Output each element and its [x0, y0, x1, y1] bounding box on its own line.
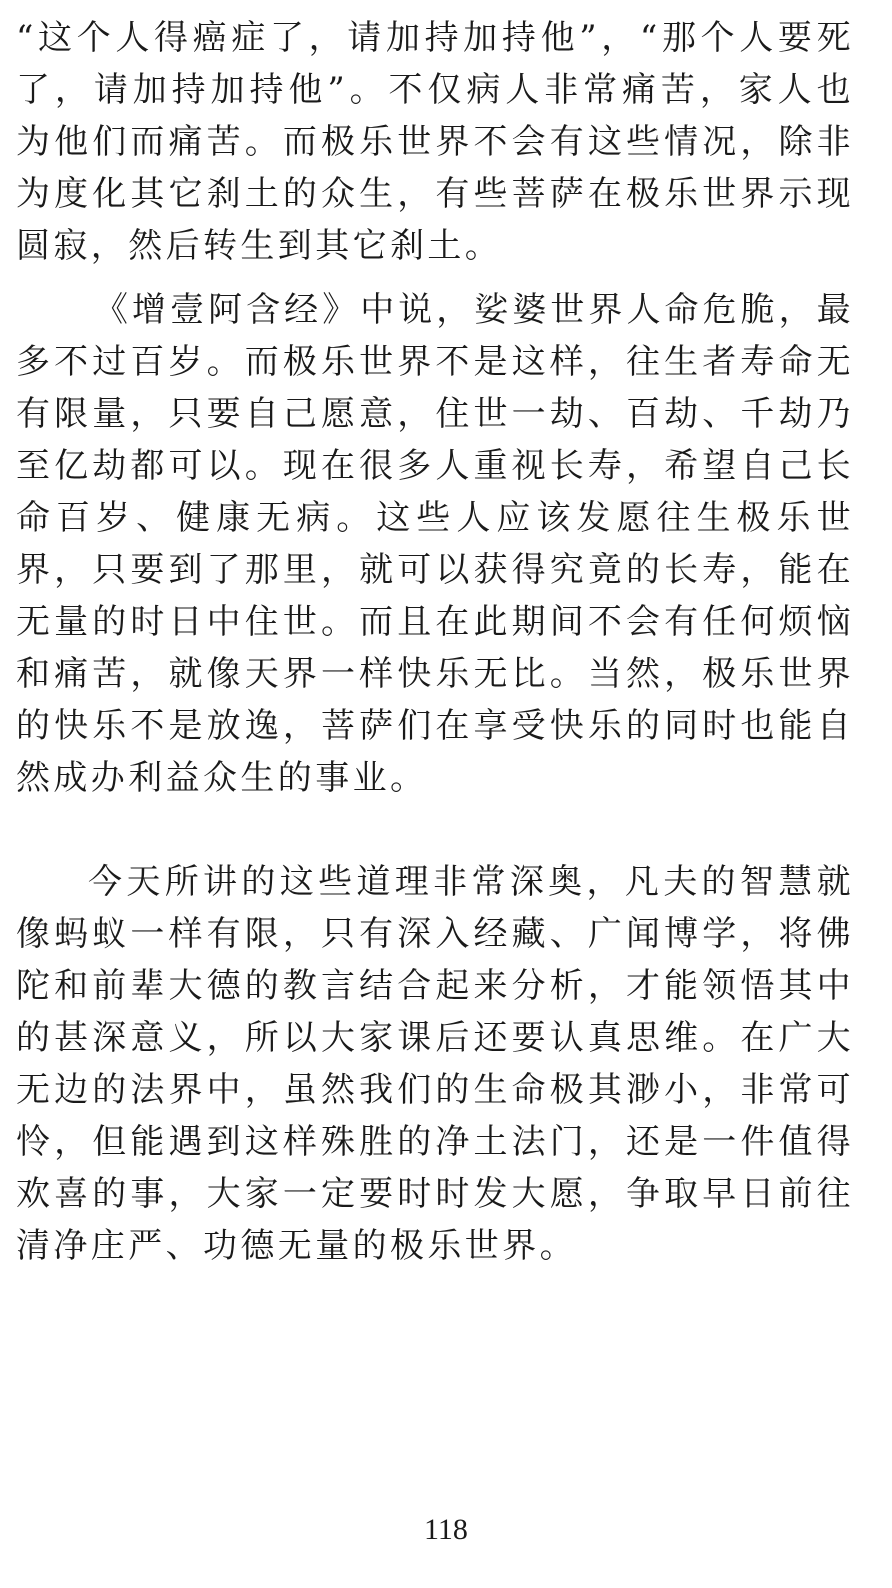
page-body	[16, 0, 854, 1272]
paragraph-1: “这个人得癌症了，请加持加持他”，“那个人要死了，请加持加持他”。不仅病人非常痛苦，家人也为他们而痛苦。而极乐世界不会有这些情况，除非为度化其它刹土的众生，有些菩萨在极乐世界示现圆寂，然后转生到其它刹土。	[16, 18, 854, 266]
paragraph-2: 《增壹阿含经》中说，娑婆世界人命危脆，最多不过百岁。而极乐世界不是这样，往生者寿命无有限量，只要自己愿意，住世一劫、百劫、千劫乃至亿劫都可以。现在很多人重视长寿，希望自己长命百岁、健康无病。这些人应该发愿往生极乐世界，只要到了那里，就可以获得究竟的长寿，能在无量的时日中住世。而且在此期间不会有任何烦恼和痛苦，就像天界一样快乐无比。当然，极乐世界的快乐不是放逸，菩萨们在享受快乐的同时也能自然成办利益众生的事业。	[16, 290, 854, 798]
paragraph-3: 今天所讲的这些道理非常深奥，凡夫的智慧就像蚂蚁一样有限，只有深入经藏、广闻博学，将佛陀和前辈大德的教言结合起来分析，才能领悟其中的甚深意义，所以大家课后还要认真思维。在广大无边的法界中，虽然我们的生命极其渺小，非常可怜，但能遇到这样殊胜的净土法门，还是一件值得欢喜的事，大家一定要时时发大愿，争取早日前往清净庄严、功德无量的极乐世界。	[16, 862, 854, 1266]
page-number: 118	[424, 1513, 468, 1546]
